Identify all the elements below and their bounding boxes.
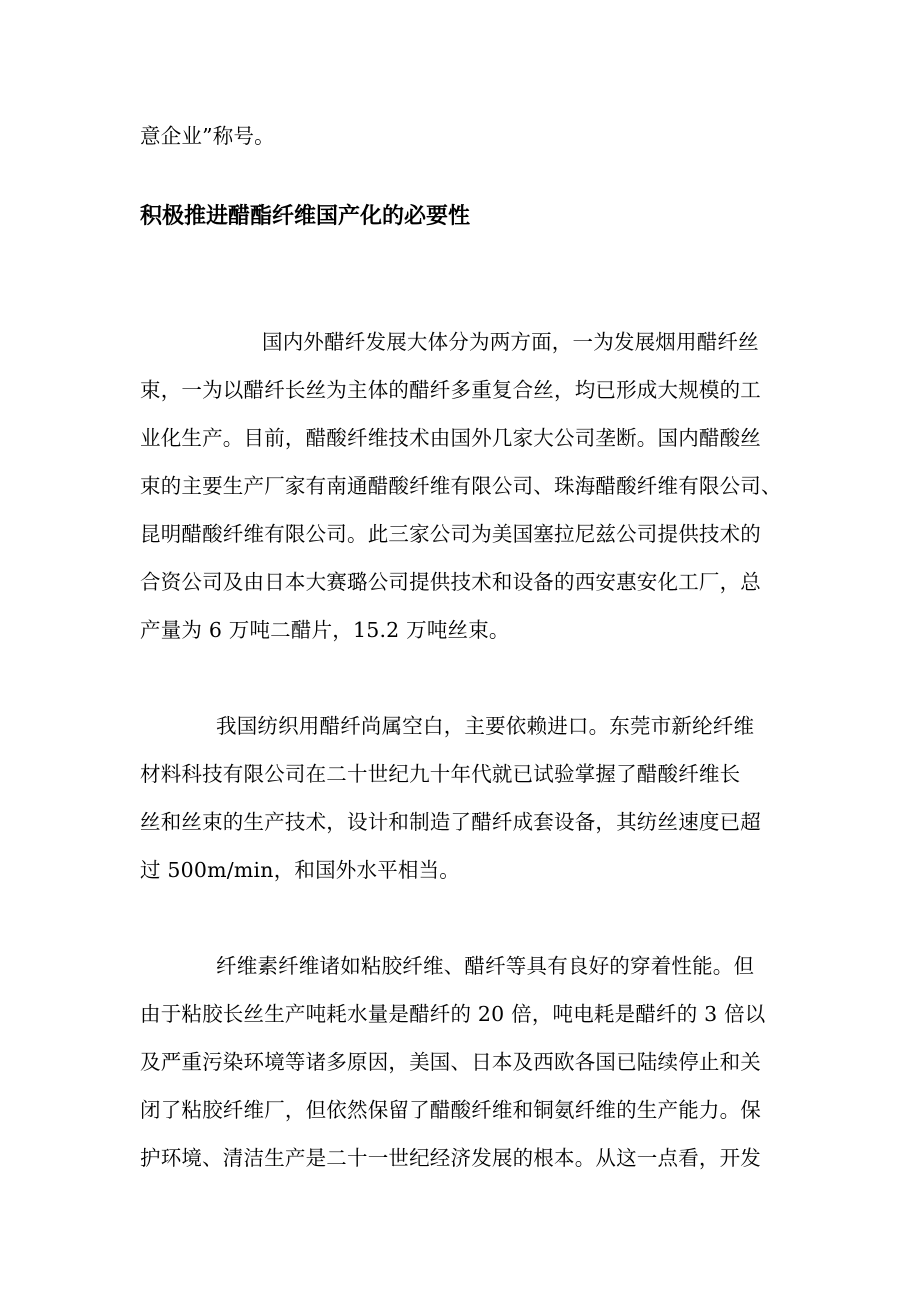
paragraph-2-line-4: 过 500m/min，和国外水平相当。 — [140, 858, 460, 882]
paragraph-3-line-5: 护环境、清洁生产是二十一世纪经济发展的根本。从这一点看，开发 — [140, 1146, 761, 1170]
section-heading: 积极推进醋酯纤维国产化的必要性 — [140, 204, 471, 229]
paragraph-3-line-1: 纤维素纤维诸如粘胶纤维、醋纤等具有良好的穿着性能。但 — [216, 954, 755, 978]
paragraph-2-line-3: 丝和丝束的生产技术，设计和制造了醋纤成套设备，其纺丝速度已超 — [140, 810, 761, 834]
paragraph-3-line-4: 闭了粘胶纤维厂，但依然保留了醋酸纤维和铜氨纤维的生产能力。保 — [140, 1098, 761, 1122]
paragraph-1-line-6: 合资公司及由日本大赛璐公司提供技术和设备的西安惠安化工厂，总 — [140, 570, 761, 594]
paragraph-1-line-5: 昆明醋酸纤维有限公司。此三家公司为美国塞拉尼兹公司提供技术的 — [140, 522, 761, 546]
paragraph-1-line-7: 产量为 6 万吨二醋片，15.2 万吨丝束。 — [140, 618, 510, 642]
paragraph-2-line-1: 我国纺织用醋纤尚属空白，主要依赖进口。东莞市新纶纤维 — [216, 714, 755, 738]
paragraph-3-line-2: 由于粘胶长丝生产吨耗水量是醋纤的 20 倍，吨电耗是醋纤的 3 倍以 — [140, 1002, 766, 1026]
paragraph-1-line-4: 束的主要生产厂家有南通醋酸纤维有限公司、珠海醋酸纤维有限公司、 — [140, 474, 782, 498]
paragraph-3-line-3: 及严重污染环境等诸多原因，美国、日本及西欧各国已陆续停止和关 — [140, 1050, 761, 1074]
paragraph-1-line-2: 束，一为以醋纤长丝为主体的醋纤多重复合丝，均已形成大规模的工 — [140, 378, 761, 402]
paragraph-2-line-2: 材料科技有限公司在二十世纪九十年代就已试验掌握了醋酸纤维长 — [140, 762, 741, 786]
carryover-text: 意企业”称号。 — [140, 124, 275, 148]
paragraph-1-line-1: 国内外醋纤发展大体分为两方面，一为发展烟用醋纤丝 — [262, 330, 759, 354]
paragraph-1-line-3: 业化生产。目前，醋酸纤维技术由国外几家大公司垄断。国内醋酸丝 — [140, 426, 761, 450]
